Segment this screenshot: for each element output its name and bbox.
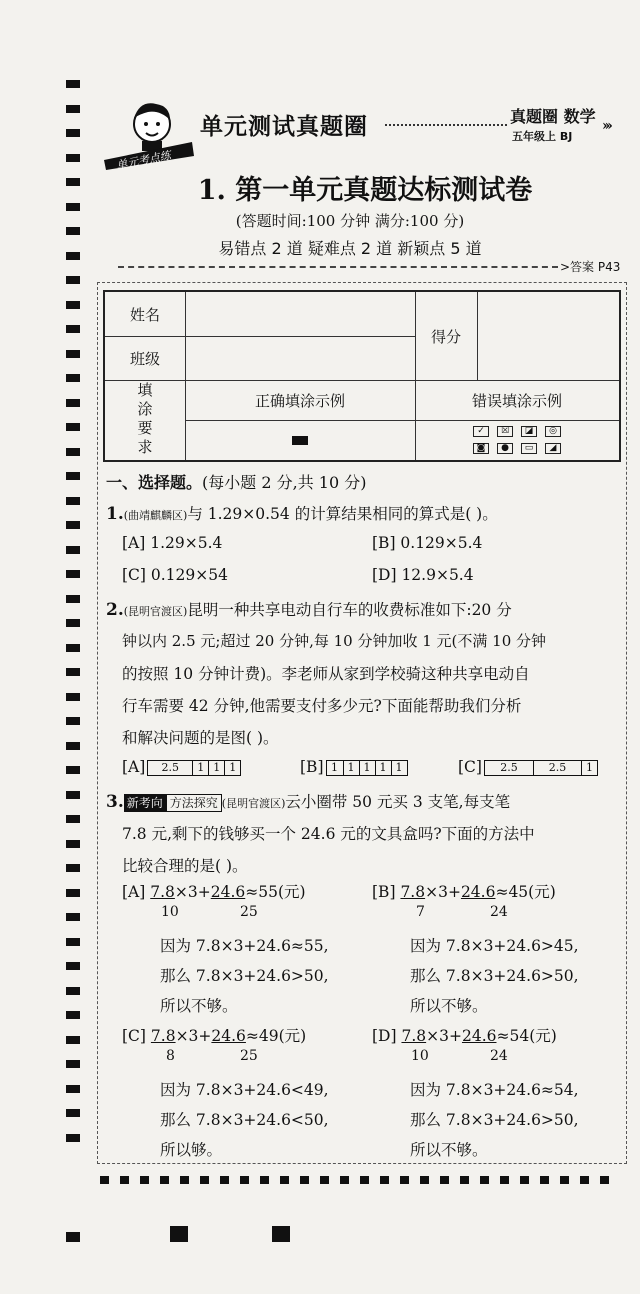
q2-line-3: 的按照 10 分钟计费)。李老师从家到学校骑这种共享电动自 <box>122 665 530 683</box>
timing-mark <box>460 1176 469 1184</box>
correct-example-label: 正确填涂示例 <box>254 391 345 410</box>
q3-d-reason-1: 因为 7.8×3+24.6≈54, <box>410 1081 579 1099</box>
q3-a-num2: 24.6 <box>210 883 246 901</box>
mascot-label: 单元考点练 <box>115 148 172 173</box>
q3-a-label: [A] <box>122 883 146 901</box>
timing-mark <box>140 1176 149 1184</box>
timing-mark <box>520 1176 529 1184</box>
timing-mark <box>66 472 80 480</box>
q3-b-reason-2: 那么 7.8×3+24.6>50, <box>410 967 579 985</box>
q2-text-1: 昆明一种共享电动自行车的收费标准如下:20 分 <box>187 601 512 619</box>
timing-mark <box>66 521 80 529</box>
name-label: 姓名 <box>129 305 160 324</box>
timing-mark <box>240 1176 249 1184</box>
q3-a-num1: 7.8 <box>150 883 175 901</box>
q2-number: 2. <box>106 600 124 620</box>
q2-option-a-label: [A] <box>122 758 146 776</box>
q3-a-reason-1: 因为 7.8×3+24.6≈55, <box>160 937 329 955</box>
q3-d-mid: ×3+ <box>426 1027 462 1045</box>
q2-line-4: 行车需要 42 分钟,他需要支付多少元?下面能帮助我们分析 <box>122 697 522 715</box>
section-heading: 一、选择题。 <box>106 473 203 492</box>
q3-d-num1: 7.8 <box>401 1027 427 1045</box>
q3-c-den1: 8 <box>166 1048 175 1064</box>
timing-mark <box>66 1085 80 1093</box>
q2-line-5: 和解决问题的是图( )。 <box>122 729 279 747</box>
wrong-mark-icon: ▭ <box>521 443 537 454</box>
timing-mark <box>300 1176 309 1184</box>
q1-stem <box>106 502 498 524</box>
point-tags: 易错点 2 道 疑难点 2 道 新颖点 5 道 <box>218 239 482 258</box>
wrong-mark-icon: ✓ <box>473 426 489 437</box>
name-field[interactable] <box>185 292 415 336</box>
q3-b-formula <box>372 880 556 902</box>
banner-dots <box>385 124 507 126</box>
timing-mark <box>200 1176 209 1184</box>
q3-c-result: ≈49(元) <box>245 1027 307 1045</box>
q2-line-1 <box>106 598 512 620</box>
q3-d-num2: 24.6 <box>461 1027 497 1045</box>
timing-mark <box>66 350 80 358</box>
q3-b-num2: 24.6 <box>460 883 496 901</box>
wrong-example-marks <box>415 420 619 460</box>
bottom-timing-marks <box>100 1176 630 1186</box>
timing-mark <box>280 1176 289 1184</box>
segment-cell: 1 <box>331 761 338 774</box>
section-title <box>106 470 366 493</box>
q3-a-result: ≈55(元) <box>245 883 306 901</box>
q2-option-c-label: [C] <box>458 758 482 776</box>
wrong-mark-icon: ◢ <box>545 443 561 454</box>
correct-example-mark <box>185 420 415 460</box>
timing-mark <box>580 1176 589 1184</box>
class-field[interactable] <box>185 336 415 380</box>
timing-mark <box>600 1176 609 1184</box>
segment-cell: 2.5 <box>500 761 518 774</box>
timing-mark <box>66 154 80 162</box>
q3-c-label: [C] <box>122 1027 146 1045</box>
timing-mark <box>180 1176 189 1184</box>
timing-mark <box>66 1060 80 1068</box>
q3-c-reason-3: 所以够。 <box>160 1141 223 1159</box>
timing-mark <box>260 1176 269 1184</box>
timing-mark <box>380 1176 389 1184</box>
q3-c-mid: ×3+ <box>175 1027 212 1045</box>
q3-new-direction-tag: 新考向 <box>124 794 166 812</box>
timing-mark <box>560 1176 569 1184</box>
timing-mark <box>66 791 80 799</box>
corner-mark <box>272 1226 290 1242</box>
timing-mark <box>66 374 80 382</box>
answer-reference: >答案 P43 <box>560 260 621 274</box>
q3-b-num1: 7.8 <box>400 883 426 901</box>
q2-option-c[interactable] <box>458 758 598 776</box>
q3-a-reason-3: 所以不够。 <box>160 997 238 1015</box>
q2-option-c-diagram <box>484 760 598 776</box>
segment-cell: 1 <box>192 761 208 775</box>
q3-c-num1: 7.8 <box>150 1027 176 1045</box>
q3-b-den2: 24 <box>490 904 508 920</box>
q3-b-label: [B] <box>372 883 396 901</box>
q3-line-3: 比较合理的是( )。 <box>122 857 248 875</box>
q2-region: (昆明官渡区) <box>123 605 188 618</box>
q2-line-2: 钟以内 2.5 元;超过 20 分钟,每 10 分钟加收 1 元(不满 10 分钟 <box>122 632 547 650</box>
q1-number: 1. <box>106 504 124 524</box>
segment-cell: 1 <box>375 761 391 775</box>
timing-mark <box>66 546 80 554</box>
q3-a-den2: 25 <box>240 904 258 920</box>
exam-meta: (答题时间:100 分钟 满分:100 分) <box>235 212 465 230</box>
timing-mark <box>66 619 80 627</box>
score-field[interactable] <box>477 292 619 380</box>
timing-mark <box>66 595 80 603</box>
divider <box>118 266 558 268</box>
timing-mark <box>66 815 80 823</box>
timing-mark <box>100 1176 109 1184</box>
q3-d-den1: 10 <box>411 1048 429 1064</box>
grade-label: 五年级上 BJ <box>512 130 573 143</box>
timing-mark <box>66 276 80 284</box>
q3-c-formula <box>122 1024 306 1046</box>
timing-mark <box>66 497 80 505</box>
wrong-mark-icon: ◙ <box>473 443 489 454</box>
timing-mark <box>66 644 80 652</box>
q3-d-result: ≈54(元) <box>496 1027 557 1045</box>
wrong-example-label: 错误填涂示例 <box>471 391 562 410</box>
fill-requirement-label <box>105 380 185 460</box>
q3-d-reason-2: 那么 7.8×3+24.6>50, <box>410 1111 579 1129</box>
timing-mark <box>360 1176 369 1184</box>
timing-mark <box>66 913 80 921</box>
wrong-mark-icon: ● <box>497 443 513 454</box>
timing-mark <box>66 570 80 578</box>
wrong-mark-icon: ◪ <box>521 426 537 437</box>
q3-a-formula <box>122 880 306 902</box>
timing-mark <box>66 1036 80 1044</box>
q3-d-reason-3: 所以不够。 <box>410 1141 488 1159</box>
q3-method-tag: 方法探究 <box>166 794 222 812</box>
section-note: (每小题 2 分,共 10 分) <box>202 473 367 492</box>
segment-cell: 1 <box>391 761 407 775</box>
q2-option-b[interactable] <box>300 758 408 776</box>
timing-mark <box>66 840 80 848</box>
wrong-mark-icon: ◎ <box>545 426 561 437</box>
segment-cell: 1 <box>208 761 224 775</box>
segment-cell: 1 <box>581 761 597 775</box>
q3-d-formula <box>372 1024 557 1046</box>
timing-mark <box>66 742 80 750</box>
timing-mark <box>66 962 80 970</box>
timing-mark <box>480 1176 489 1184</box>
timing-mark <box>340 1176 349 1184</box>
timing-mark <box>160 1176 169 1184</box>
q3-c-reason-1: 因为 7.8×3+24.6<49, <box>160 1081 329 1099</box>
q1-option-b[interactable]: [B] 0.129×5.4 <box>372 534 483 552</box>
q3-a-den1: 10 <box>161 904 179 920</box>
q3-b-mid: ×3+ <box>425 883 461 901</box>
timing-mark <box>66 301 80 309</box>
corner-mark <box>170 1226 188 1242</box>
q2-option-b-label: [B] <box>300 758 324 776</box>
timing-mark <box>66 105 80 113</box>
timing-mark <box>66 399 80 407</box>
timing-mark <box>66 864 80 872</box>
q3-region: (昆明官渡区) <box>221 797 286 810</box>
q3-b-den1: 7 <box>416 904 425 920</box>
q1-region: (曲靖麒麟区) <box>123 509 188 522</box>
timing-mark <box>66 1011 80 1019</box>
timing-mark <box>220 1176 229 1184</box>
timing-mark <box>320 1176 329 1184</box>
q3-c-reason-2: 那么 7.8×3+24.6<50, <box>160 1111 329 1129</box>
timing-mark <box>540 1176 549 1184</box>
segment-cell: 2.5 <box>161 761 180 774</box>
q3-a-reason-2: 那么 7.8×3+24.6>50, <box>160 967 329 985</box>
q3-a-mid: ×3+ <box>174 883 211 901</box>
timing-mark <box>66 80 80 88</box>
filled-mark-icon <box>292 436 308 445</box>
timing-mark <box>400 1176 409 1184</box>
timing-mark <box>66 938 80 946</box>
timing-mark <box>66 129 80 137</box>
timing-mark <box>66 717 80 725</box>
timing-mark <box>66 889 80 897</box>
page-title: 1. 第一单元真题达标测试卷 <box>197 175 533 206</box>
class-label: 班级 <box>129 349 160 368</box>
timing-mark <box>500 1176 509 1184</box>
timing-mark <box>120 1176 129 1184</box>
timing-mark <box>420 1176 429 1184</box>
corner-mark <box>66 1232 80 1242</box>
timing-mark <box>440 1176 449 1184</box>
q3-text-1: 云小圈带 50 元买 3 支笔,每支笔 <box>285 793 511 811</box>
q3-c-den2: 25 <box>240 1048 258 1064</box>
timing-mark <box>66 668 80 676</box>
q3-number: 3. <box>106 792 124 812</box>
q2-option-a[interactable] <box>122 758 241 776</box>
wrong-mark-icon: ☒ <box>497 426 513 437</box>
score-label: 得分 <box>430 327 461 346</box>
timing-mark <box>66 423 80 431</box>
timing-mark <box>66 1134 80 1142</box>
q3-line-1 <box>106 790 510 812</box>
timing-mark <box>66 448 80 456</box>
segment-cell: 1 <box>343 761 359 775</box>
banner-title: 单元测试真题圈 <box>200 114 368 140</box>
q2-option-b-diagram <box>326 760 408 776</box>
timing-mark <box>66 1109 80 1117</box>
q1-text: 与 1.29×0.54 的计算结果相同的算式是( )。 <box>187 505 498 523</box>
segment-cell: 1 <box>359 761 375 775</box>
timing-mark <box>66 766 80 774</box>
q3-b-result: ≈45(元) <box>495 883 556 901</box>
timing-mark <box>66 693 80 701</box>
info-table <box>103 290 621 462</box>
timing-mark <box>66 325 80 333</box>
timing-mark <box>66 987 80 995</box>
fill-requirement-text: 填涂要求 <box>135 382 154 458</box>
q1-option-d[interactable]: [D] 12.9×5.4 <box>372 566 474 584</box>
q3-b-reason-3: 所以不够。 <box>410 997 488 1015</box>
brand: 真题圈 数学 <box>510 107 596 126</box>
q3-c-num2: 24.6 <box>211 1027 246 1045</box>
q3-d-den2: 24 <box>490 1048 508 1064</box>
segment-cell: 2.5 <box>533 761 581 775</box>
q3-line-2: 7.8 元,剩下的钱够买一个 24.6 元的文具盒吗?下面的方法中 <box>122 825 535 843</box>
chevron-right-icon: ››› <box>602 118 610 134</box>
q1-option-a[interactable]: [A] 1.29×5.4 <box>122 534 223 552</box>
q3-d-label: [D] <box>372 1027 397 1045</box>
segment-cell: 1 <box>224 761 240 775</box>
q2-option-a-diagram <box>147 760 241 776</box>
q3-b-reason-1: 因为 7.8×3+24.6>45, <box>410 937 579 955</box>
q1-option-c[interactable]: [C] 0.129×54 <box>122 566 228 584</box>
